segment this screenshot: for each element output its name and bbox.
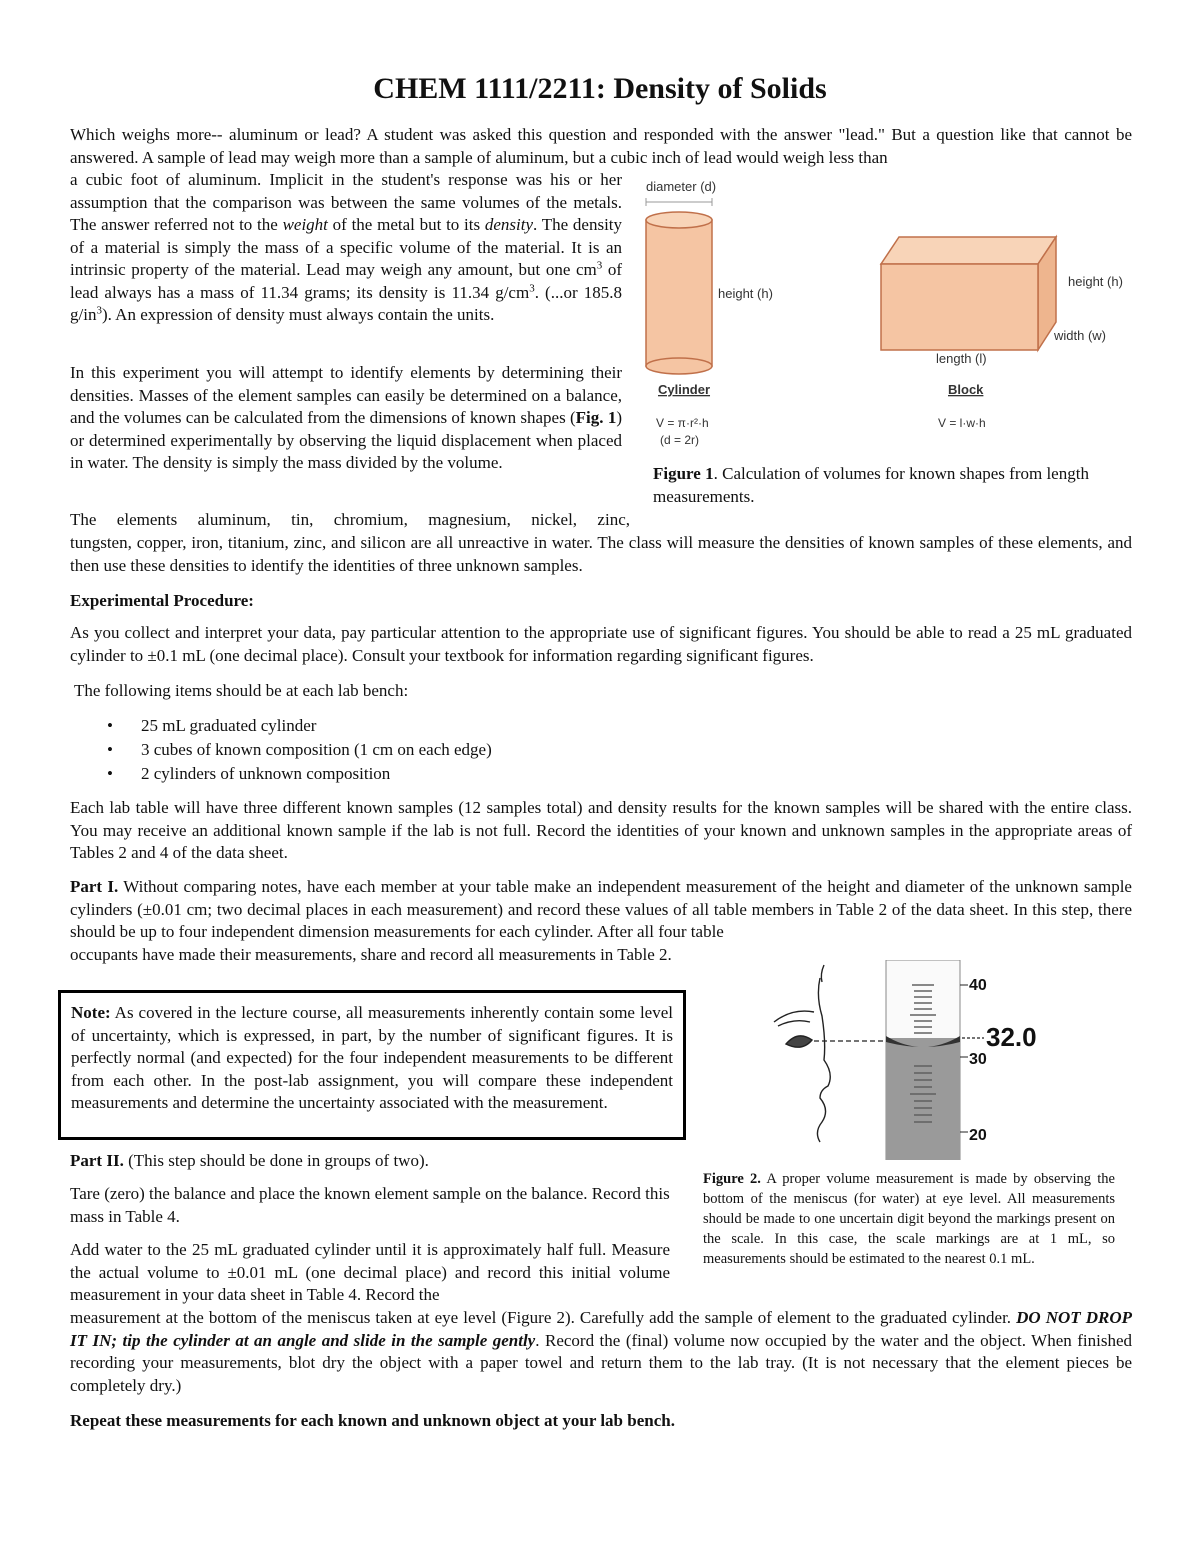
sup-3: 3: [529, 281, 535, 294]
note-body: As covered in the lecture course, all measurements inherently contain some level of uncertainty, which is expressed, in part, by the number of significant figures. It is perfectly normal (and expected) for the four independent measurements to be different from each other. In the post-lab assignment, you will compare these independent measurements and determine the uncertainty associated with the measurement.: [71, 1003, 673, 1112]
graduated-cylinder: [886, 960, 968, 1160]
sup-3: 3: [96, 304, 102, 317]
intro-text-a: a cubic foot of aluminum. Implicit in the student's response was his or her assumption that the comparison was between the same volumes of the metals. The answer referred not to the: [70, 170, 622, 234]
figure-1-caption-label: Figure 1: [653, 464, 714, 483]
intro-text-d: of lead always has a mass of 11.34 grams; its density is 11.34 g/cm: [70, 260, 622, 302]
figure-1-caption: [653, 463, 1123, 508]
part-2-text-a: measurement at the bottom of the meniscus taken at eye level (Figure 2). Carefully add the sample of element to the graduated cylinder.: [70, 1308, 1017, 1327]
list-item: • 3 cubes of known composition (1 cm on each edge): [70, 738, 770, 762]
figure-2-caption: [703, 1169, 1115, 1269]
part-1-paragraph: [70, 876, 1132, 944]
experiment-paragraph: [70, 362, 622, 475]
tick-20: 20: [969, 1127, 987, 1144]
do-not-drop-warning: DO NOT DROP IT IN; tip the cylinder at an angle and slide in the sample gently: [70, 1308, 1132, 1350]
part-2-label: Part II.: [70, 1151, 124, 1170]
sup-3: 3: [596, 259, 603, 272]
elements-paragraph: tungsten, copper, iron, titanium, zinc, and silicon are all unreactive in water. The class will measure the densities of known samples of these elements, and then use these densities to identify the identities of three unknown samples.: [70, 533, 1132, 575]
part-2-paragraph-2: Add water to the 25 mL graduated cylinder until it is approximately half full. Measure the actual volume to ±0.01 mL (one decimal place) and record this initial volume measurement in your data sheet in Table 4. Record the: [70, 1240, 670, 1304]
tick-40: 40: [969, 977, 987, 994]
note-box: [58, 990, 686, 1140]
repeat-instruction: Repeat these measurements for each known and unknown object at your lab bench.: [70, 1411, 675, 1430]
procedure-paragraph-2: Each lab table will have three different known samples (12 samples total) and density results for the known samples will be shared with the entire class. You may receive an additional known sample if the lab is not full. Record the identities of your known and unknown samples in the appropriate areas of Tables 2 and 4 of the data sheet.: [70, 798, 1132, 862]
intro-text-e: . (...or 185.8 g/in: [70, 282, 622, 324]
figure-1-caption-text: . Calculation of volumes for known shapes from length measurements.: [653, 464, 1089, 506]
cylinder-formula: V = π·r²·h: [656, 416, 709, 430]
block-length-label: length (l): [936, 351, 987, 366]
part-2-paragraph-1: Tare (zero) the balance and place the known element sample on the balance. Record this mass in Table 4.: [70, 1184, 670, 1226]
experiment-text-a: In this experiment you will attempt to identify elements by determining their densities. Masses of the element samples can easily be determined on a balance, and the volumes can be calculated from the dimensions of known shapes (: [70, 363, 622, 427]
list-item: • 2 cylinders of unknown composition: [70, 762, 770, 786]
intro-text-c: . The density of a material is simply the mass of a specific volume of the material. It is an intrinsic property of the material. Lead may weigh any amount, but one cm: [70, 215, 623, 279]
procedure-paragraph-1: As you collect and interpret your data, pay particular attention to the appropriate use of significant figures. You should be able to read a 25 mL graduated cylinder to ±0.1 mL (one decimal place). Consult your textbook for information regarding significant figures.: [70, 623, 1132, 665]
procedure-heading: Experimental Procedure:: [70, 591, 254, 610]
elements-first-line: The elements aluminum, tin, chromium, magnesium, nickel, zinc,: [70, 510, 630, 529]
diameter-label: diameter (d): [646, 179, 717, 194]
cylinder-note: (d = 2r): [660, 433, 700, 447]
eye-face-icon: [774, 965, 830, 1142]
part-1-paragraph-end: occupants have made their measurements, share and record all measurements in Table 2.: [70, 945, 672, 964]
figure-2-diagram: [764, 960, 1064, 1160]
fig1-ref: Fig. 1: [575, 408, 617, 427]
items-intro: The following items should be at each lab bench:: [70, 681, 409, 700]
intro-text-b: of the metal but to its: [327, 215, 485, 234]
reading-value: 32.0: [986, 1022, 1037, 1052]
intro-paragraph-top: Which weighs more-- aluminum or lead? A student was asked this question and responded with the answer "lead." But a question like that cannot be answered. A sample of lead may weigh more than a sample of aluminum, but a cubic inch of lead would weigh less than: [70, 125, 1132, 167]
density-italic: density: [484, 215, 534, 234]
part-1-text: Without comparing notes, have each member at your table make an independent measurement of the height and diameter of the unknown sample cylinders (±0.01 cm; two decimal places in each measurement) and record these values of all table members in Table 2 of the data sheet. In this step, there should be up to four independent dimension measurements for each cylinder. After all four table: [70, 877, 1132, 941]
note-label: Note:: [71, 1003, 111, 1022]
cylinder-shape: [646, 198, 712, 374]
block-formula: V = l·w·h: [938, 416, 986, 430]
cylinder-title: Cylinder: [658, 382, 711, 397]
figure-1-diagram: [636, 172, 1136, 462]
page-title: CHEM 1111/2211: Density of Solids: [373, 72, 827, 105]
cylinder-height-label: height (h): [718, 286, 773, 301]
note-text: [71, 1002, 673, 1115]
tick-30: 30: [969, 1051, 987, 1068]
part-2-paragraph-3: [70, 1307, 1132, 1397]
list-item: • 25 mL graduated cylinder: [70, 714, 770, 738]
part-2-text-b: . Record the (final) volume now occupied by the water and the object. When finished recording your measurements, blot dry the object with a paper towel and return them to the lab tray. (It is not necessary that the element pieces be completely dry.): [70, 1330, 1132, 1395]
figure-2-caption-text: A proper volume measurement is made by observing the bottom of the meniscus (for water) at eye level. All measurements should be made to one uncertain digit beyond the markings present on the scale. In this case, the scale markings are at 1 mL, so measurements should be estimated to the nearest 0.1 mL.: [703, 1171, 1115, 1267]
weight-italic: weight: [282, 215, 328, 234]
block-shape: [881, 237, 1056, 350]
part-2-label-rest: (This step should be done in groups of two).: [123, 1151, 429, 1170]
intro-text-f: ). An expression of density must always contain the units.: [101, 305, 495, 324]
part-2-heading: [70, 1150, 690, 1173]
block-title: Block: [948, 382, 984, 397]
block-height-label: height (h): [1068, 274, 1123, 289]
lab-items-list: [70, 714, 770, 786]
block-width-label: width (w): [1054, 328, 1107, 343]
intro-paragraph-left: [70, 169, 622, 327]
figure-2-caption-label: Figure 2.: [703, 1171, 761, 1187]
experiment-text-b: ) or determined experimentally by observing the liquid displacement when placed in water. The density is simply the mass divided by the volume.: [70, 408, 622, 472]
part-1-label: Part I.: [70, 877, 119, 896]
